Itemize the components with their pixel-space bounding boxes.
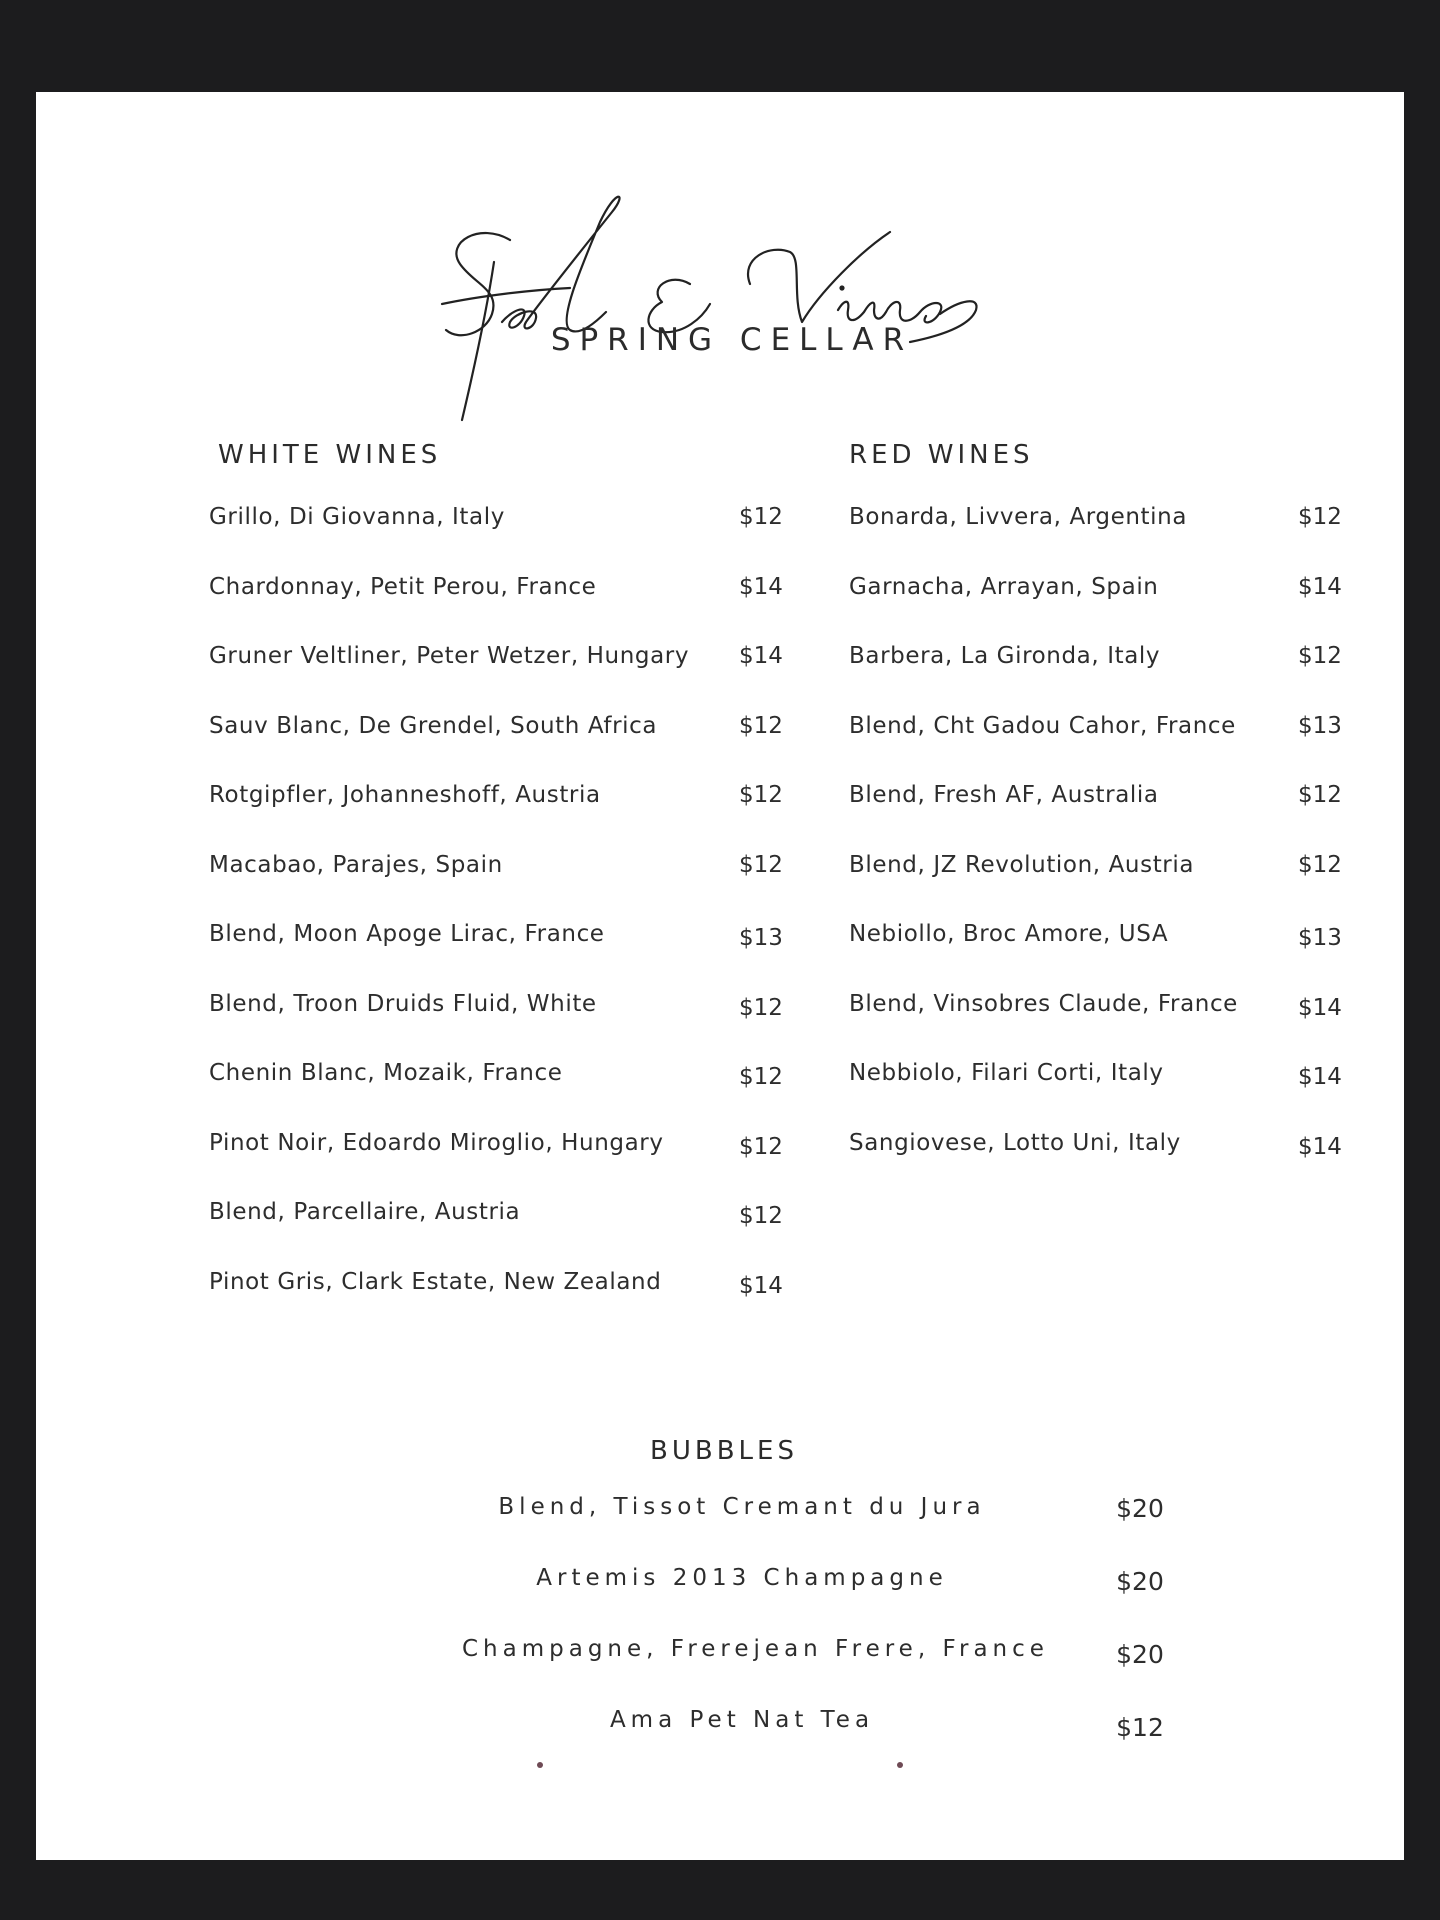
bubbles-heading: BUBBLES xyxy=(650,1436,798,1466)
list-item xyxy=(36,1636,1404,1676)
bubbles-name: Champagne, Frerejean Frere, France xyxy=(462,1636,1049,1662)
list-item xyxy=(36,1565,1404,1605)
wine-name: Gruner Veltliner, Peter Wetzer, Hungary xyxy=(209,643,690,669)
bubbles-price: $20 xyxy=(1116,1640,1164,1669)
wine-name: Blend, Vinsobres Claude, France xyxy=(849,990,1238,1017)
wine-name: Blend, Troon Druids Fluid, White xyxy=(209,990,597,1017)
wine-name: Pinot Gris, Clark Estate, New Zealand xyxy=(209,1268,662,1295)
logo xyxy=(36,92,1404,432)
wine-price: $12 xyxy=(1298,782,1342,808)
bubbles-price: $12 xyxy=(1116,1713,1164,1742)
wine-price: $12 xyxy=(1298,504,1342,530)
list-item xyxy=(36,1707,1404,1747)
wine-price: $12 xyxy=(1298,851,1342,878)
wine-name: Grillo, Di Giovanna, Italy xyxy=(209,504,505,530)
wine-name: Rotgipfler, Johanneshoff, Austria xyxy=(209,782,601,808)
wine-price: $14 xyxy=(739,643,783,669)
wine-price: $12 xyxy=(739,1133,783,1160)
menu-page xyxy=(36,92,1404,1860)
wine-name: Blend, Moon Apoge Lirac, France xyxy=(209,921,605,947)
wine-name: Chenin Blanc, Mozaik, France xyxy=(209,1060,563,1086)
wine-name: Garnacha, Arrayan, Spain xyxy=(849,573,1159,600)
red-wines-heading: RED WINES xyxy=(849,440,1034,470)
bubbles-name: Artemis 2013 Champagne xyxy=(536,1565,948,1591)
wine-price: $12 xyxy=(739,782,783,808)
wine-price: $12 xyxy=(739,1064,783,1090)
bubbles-price: $20 xyxy=(1116,1567,1164,1596)
wine-name: Nebiollo, Broc Amore, USA xyxy=(849,921,1169,947)
wine-price: $12 xyxy=(739,712,783,739)
wine-name: Pinot Noir, Edoardo Miroglio, Hungary xyxy=(209,1129,664,1156)
wine-price: $14 xyxy=(1298,994,1342,1021)
list-item xyxy=(36,1494,1404,1534)
decorative-dot-right xyxy=(897,1762,903,1768)
wine-name: Barbera, La Gironda, Italy xyxy=(849,643,1161,669)
bubbles-name: Blend, Tissot Cremant du Jura xyxy=(498,1494,986,1520)
bubbles-name: Ama Pet Nat Tea xyxy=(609,1707,875,1733)
wine-price: $12 xyxy=(1298,643,1342,669)
wine-name: Chardonnay, Petit Perou, France xyxy=(209,573,597,600)
white-wines-heading: WHITE WINES xyxy=(218,440,442,470)
menu-subtitle: SPRING CELLAR xyxy=(550,322,914,358)
wine-price: $12 xyxy=(739,1203,783,1229)
wine-price: $12 xyxy=(739,504,783,530)
wine-name: Blend, Fresh AF, Australia xyxy=(849,782,1159,808)
wine-price: $14 xyxy=(1298,573,1342,600)
wine-name: Sangiovese, Lotto Uni, Italy xyxy=(849,1129,1181,1156)
steel-and-vines-script-logo xyxy=(440,192,1040,432)
wine-price: $13 xyxy=(739,925,783,951)
wine-price: $12 xyxy=(739,851,783,878)
wine-name: Nebbiolo, Filari Corti, Italy xyxy=(849,1060,1164,1086)
wine-name: Sauv Blanc, De Grendel, South Africa xyxy=(209,712,658,739)
wine-name: Bonarda, Livvera, Argentina xyxy=(849,504,1188,530)
wine-price: $14 xyxy=(739,573,783,600)
wine-price: $13 xyxy=(1298,712,1342,739)
wine-name: Blend, JZ Revolution, Austria xyxy=(849,851,1195,878)
wine-price: $14 xyxy=(1298,1133,1342,1160)
bubbles-price: $20 xyxy=(1116,1494,1164,1523)
decorative-dot-left xyxy=(537,1762,543,1768)
wine-name: Macabao, Parajes, Spain xyxy=(209,851,503,878)
wine-price: $14 xyxy=(739,1272,783,1299)
wine-price: $14 xyxy=(1298,1064,1342,1090)
wine-name: Blend, Cht Gadou Cahor, France xyxy=(849,712,1236,739)
wine-price: $12 xyxy=(739,994,783,1021)
wine-price: $13 xyxy=(1298,925,1342,951)
wine-name: Blend, Parcellaire, Austria xyxy=(209,1199,521,1225)
